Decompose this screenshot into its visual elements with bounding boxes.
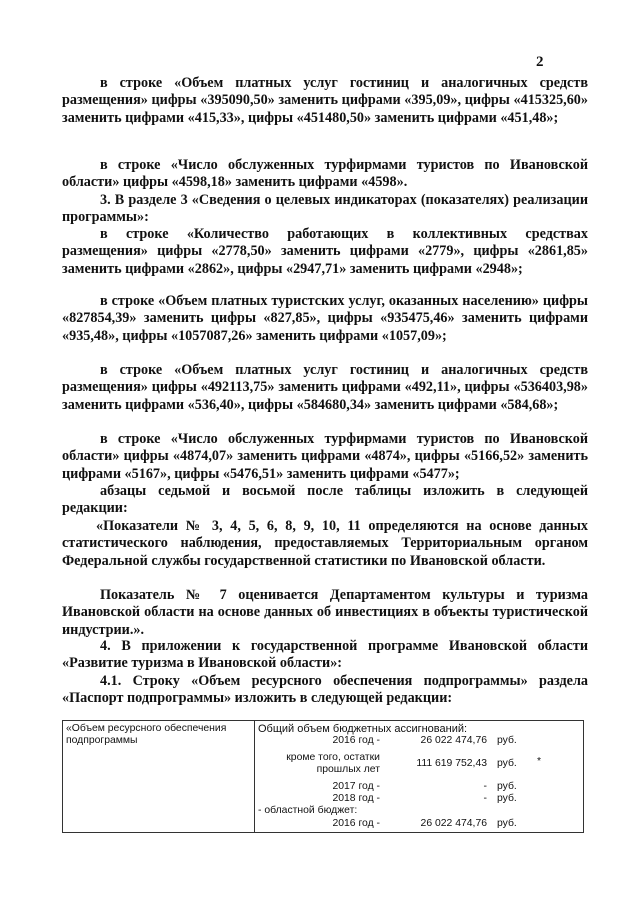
table-left-cell: «Объем ресурсного обеспечения подпрограммы — [63, 721, 255, 833]
currency-label: руб. — [497, 817, 517, 829]
paragraph-6: в строке «Объем платных услуг гостиниц и аналогичных средств размещения» цифры «492113,75» заменить цифрами «492,11», цифры «536403,98» заменить цифрами «536,40», цифры «584680,34» заменить цифрами «584,68»; — [62, 362, 588, 413]
passport-table — [62, 720, 584, 833]
year-label: 2018 год - — [332, 793, 380, 805]
paragraph-11: 4. В приложении к государственной программе Ивановской области «Развитие туризма в Ивановской области»: — [62, 638, 588, 672]
paragraph-12: 4.1. Строку «Объем ресурсного обеспечения подпрограммы» раздела «Паспорт подпрограммы» изложить в следующей редакции: — [62, 673, 588, 707]
currency-label: руб. — [497, 780, 517, 792]
currency-label: руб. — [497, 735, 517, 747]
page-number: 2 — [536, 54, 544, 70]
paragraph-10: Показатель № 7 оценивается Департаментом культуры и туризма Ивановской области на основе данных об инвестициях в объекты туристической индустрии.». — [62, 587, 588, 638]
currency-label: руб. — [497, 757, 517, 769]
amount-value: 111 619 752,43 — [416, 757, 487, 769]
table-header: Общий объем бюджетных ассигнований: — [258, 723, 468, 735]
paragraph-4: в строке «Количество работающих в коллективных средствах размещения» цифры «2778,50» заменить цифрами «2779», цифры «2861,85» заменить цифрами «2862», цифры «2947,71» заменить цифрами «2948»; — [62, 226, 588, 277]
paragraph-2: в строке «Число обслуженных турфирмами туристов по Ивановской области» цифры «4598,18» заменить цифрами «4598». — [62, 157, 588, 191]
paragraph-5: в строке «Объем платных туристских услуг, оказанных населению» цифры «827854,39» заменить цифры «827,85», цифры «935475,46» заменить цифрами «935,48», цифры «1057087,26» заменить цифрами «1057,09»; — [62, 293, 588, 344]
table-row — [258, 752, 580, 777]
year-label: 2017 год - — [332, 780, 380, 792]
amount-value: - — [483, 793, 487, 805]
amount-value: - — [483, 780, 487, 792]
table-right-cell — [255, 721, 584, 833]
year-label: 2016 год - — [332, 735, 380, 747]
table-row — [258, 781, 580, 793]
amount-value: 26 022 474,76 — [420, 817, 487, 829]
paragraph-1: в строке «Объем платных услуг гостиниц и аналогичных средств размещения» цифры «395090,50» заменить цифрами «395,09», цифры «415325,60» заменить цифрами «415,33», цифры «451480,50» заменить цифрами «451,48»; — [62, 75, 588, 126]
amount-value: 26 022 474,76 — [420, 735, 487, 747]
paragraph-3: 3. В разделе 3 «Сведения о целевых индикаторах (показателях) реализации программы»: — [62, 192, 588, 226]
footnote-mark: * — [537, 755, 542, 767]
paragraph-7: в строке «Число обслуженных турфирмами туристов по Ивановской области» цифры «4874,07» заменить цифрами «4874», цифры «5166,52» заменить цифрами «5167», цифры «5476,51» заменить цифрами «5477»; — [62, 431, 588, 482]
currency-label: руб. — [497, 793, 517, 805]
table-row — [258, 793, 580, 805]
year-label: 2016 год - — [332, 817, 380, 829]
paragraph-8: абзацы седьмой и восьмой после таблицы изложить в следующей редакции: — [62, 483, 588, 517]
paragraph-9: «Показатели № 3, 4, 5, 6, 8, 9, 10, 11 определяются на основе данных статистического наблюдения, предоставляемых Территориальным органом Федеральной службы государственной статистики по Ивановской области. — [62, 518, 588, 569]
table-row — [258, 735, 580, 747]
year-label: кроме того, остатки прошлых лет — [286, 751, 380, 776]
table-row — [258, 818, 580, 830]
sub-header: - областной бюджет: — [258, 805, 358, 817]
